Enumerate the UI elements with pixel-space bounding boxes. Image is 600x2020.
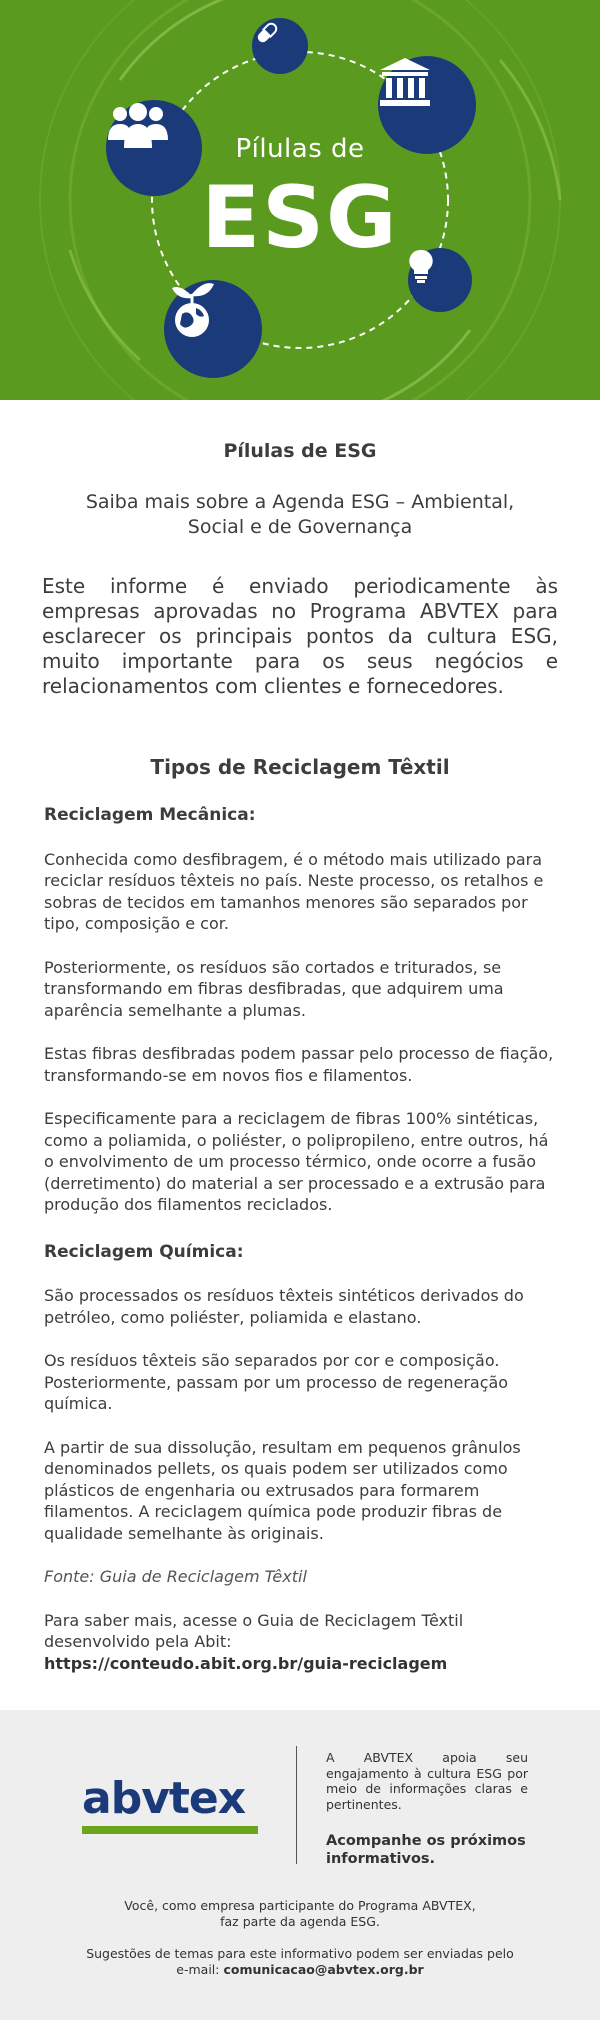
suggest-line-1: Sugestões de temas para este informativo podem ser enviadas pelo	[86, 1946, 514, 1961]
hero-banner	[0, 0, 600, 400]
participant-line-1: Você, como empresa participante do Programa ABVTEX,	[124, 1898, 476, 1913]
hero-title-small: Pílulas de	[235, 134, 365, 164]
mechanical-heading: Reciclagem Mecânica:	[44, 805, 256, 825]
capsule-icon	[252, 18, 308, 74]
email-link[interactable]: comunicacao@abvtex.org.br	[223, 1962, 424, 1977]
mechanical-paragraph: Estas fibras desfibradas podem passar pelo processo de fiação, transformando-se em novos fios e filamentos.	[44, 1044, 554, 1085]
follow-text: Acompanhe os próximos informativos.	[326, 1833, 526, 1867]
email-prefix: e-mail:	[176, 1962, 220, 1977]
mechanical-paragraph: Especificamente para a reciclagem de fibras 100% sintéticas, como a poliamida, o poliéster, o polipropileno, entre outros, há o envolvimento de um processo térmico, onde ocorre a fusão (derretimento) do material a ser processado e a extrusão para produção dos filamentos reciclados.	[44, 1109, 549, 1214]
mechanical-paragraph: Conhecida como desfibragem, é o método mais utilizado para reciclar resíduos têxteis no país. Neste processo, os retalhos e sobras de tecidos em tamanhos menores são separados por tipo, composição e cor.	[44, 849, 544, 933]
intro-section	[0, 440, 600, 699]
logo-wordmark: abvtex	[82, 1773, 246, 1824]
participant-line-2: faz parte da agenda ESG.	[220, 1914, 380, 1929]
footer-divider	[296, 1746, 297, 1864]
more-info-text	[44, 1610, 556, 1675]
footer	[0, 1710, 600, 2020]
intro-body: Este informe é enviado periodicamente às empresas aprovadas no Programa ABVTEX para esclarecer os principais pontos da cultura ESG, muito importante para os seus negócios e relacionamentos com clientes e fornecedores.	[42, 574, 558, 698]
source-note: Fonte: Guia de Reciclagem Têxtil	[44, 1567, 307, 1586]
suggest-line-2	[0, 1962, 600, 1978]
chemical-heading: Reciclagem Química:	[44, 1241, 244, 1262]
intro-title: Pílulas de ESG	[223, 440, 377, 462]
article-title: Tipos de Reciclagem Têxtil	[150, 755, 450, 779]
guide-link[interactable]: https://conteudo.abit.org.br/guia-reciclagem	[44, 1653, 448, 1673]
mechanical-paragraph: Posteriormente, os resíduos são cortados e triturados, se transformando em fibras desfibradas, que adquirem uma aparência semelhante a plumas.	[44, 957, 504, 1020]
abvtex-logo[interactable]	[82, 1774, 262, 1834]
intro-subtitle: Saiba mais sobre a Agenda ESG – Ambiental, Social e de Governança	[85, 491, 515, 538]
more-info-label: Para saber mais, acesse o Guia de Reciclagem Têxtil desenvolvido pela Abit:	[44, 1610, 464, 1651]
globe-sprout-icon	[164, 280, 262, 378]
chemical-paragraph: Os resíduos têxteis são separados por cor e composição. Posteriormente, passam por um processo de regeneração química.	[44, 1351, 509, 1413]
hero-title-big: ESG	[201, 168, 399, 268]
chemical-paragraph: São processados os resíduos têxteis sintéticos derivados do petróleo, como poliéster, poliamida e elastano.	[44, 1286, 524, 1327]
support-text: A ABVTEX apoia seu engajamento à cultura ESG por meio de informações claras e pertinentes.	[326, 1750, 528, 1812]
article-body	[0, 805, 600, 1674]
logo-underline	[82, 1826, 258, 1834]
chemical-paragraph: A partir de sua dissolução, resultam em pequenos grânulos denominados pellets, os quais podem ser utilizados como plásticos de engenharia ou extrusados para formarem filamentos. A reciclagem química pode produzir fibras de qualidade semelhante às originais.	[44, 1437, 521, 1543]
